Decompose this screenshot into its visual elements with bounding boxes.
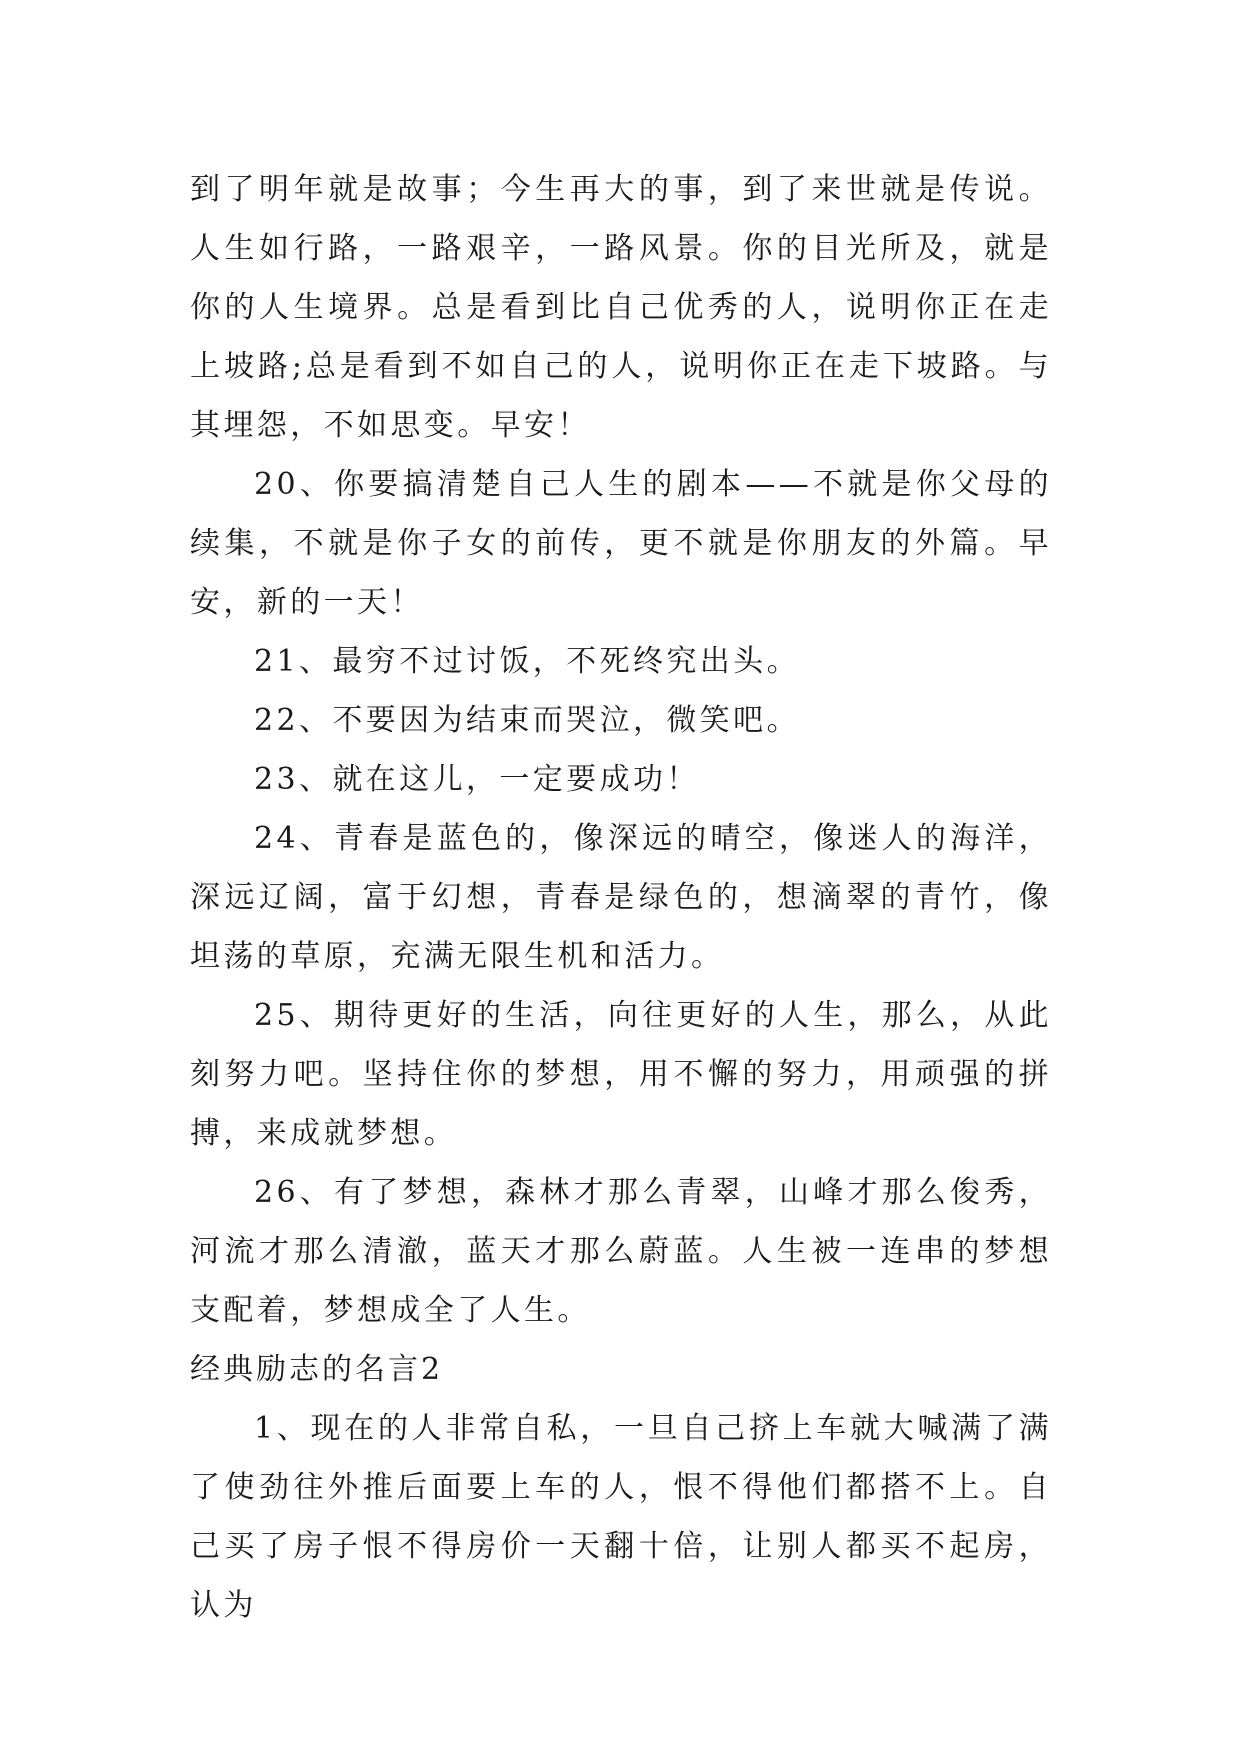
quote-26: 26、有了梦想，森林才那么青翠，山峰才那么俊秀，河流才那么清澈，蓝天才那么蔚蓝。人生被一连串的梦想支配着，梦想成全了人生。 <box>190 1175 1052 1328</box>
quote-21: 21、最穷不过讨饭，不死终究出头。 <box>254 644 800 679</box>
quote-25: 25、期待更好的生活，向往更好的人生，那么，从此刻努力吧。坚持住你的梦想，用不懈的努力，用顽强的拼搏，来成就梦想。 <box>190 998 1052 1151</box>
document-body <box>190 160 1052 1635</box>
quote-20: 20、你要搞清楚自己人生的剧本——不就是你父母的续集，不就是你子女的前传，更不就是你朋友的外篇。早安，新的一天！ <box>190 467 1052 620</box>
section-quote-1: 1、现在的人非常自私，一旦自己挤上车就大喊满了满了使劲往外推后面要上车的人，恨不得他们都搭不上。自己买了房子恨不得房价一天翻十倍，让别人都买不起房，认为 <box>190 1411 1052 1623</box>
paragraph-continued: 到了明年就是故事；今生再大的事，到了来世就是传说。人生如行路，一路艰辛，一路风景。你的目光所及，就是你的人生境界。总是看到比自己优秀的人，说明你正在走上坡路;总是看到不如自己的人，说明你正在走下坡路。与其埋怨，不如思变。早安！ <box>190 172 1052 443</box>
quote-24: 24、青春是蓝色的，像深远的晴空，像迷人的海洋，深远辽阔，富于幻想，青春是绿色的，想滴翠的青竹，像坦荡的草原，充满无限生机和活力。 <box>190 821 1052 974</box>
quote-23: 23、就在这儿，一定要成功！ <box>254 762 700 797</box>
section-heading: 经典励志的名言2 <box>190 1352 444 1387</box>
quote-22: 22、不要因为结束而哭泣，微笑吧。 <box>254 703 800 738</box>
